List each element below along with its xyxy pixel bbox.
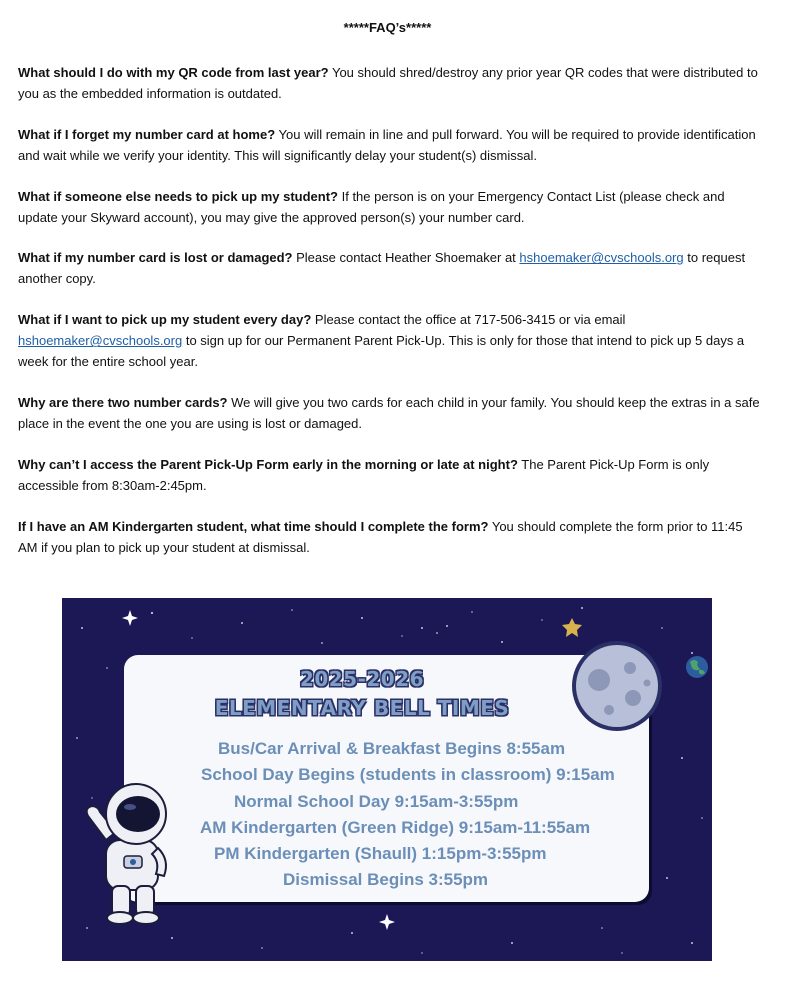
bell-time-line: PM Kindergarten (Shaull) 1:15pm-3:55pm [214, 844, 547, 863]
poster-year: 2025-2026 [299, 667, 425, 691]
faq-answer: We will give you two cards for each child in your family. You should keep the extras in a safe place in the event the one you are using is lost or damaged. [18, 394, 760, 431]
bell-time-line: Bus/Car Arrival & Breakfast Begins 8:55am [218, 739, 566, 758]
faq-question: What if I forget my number card at home? [18, 126, 276, 142]
faq-item [18, 309, 763, 372]
faq-answer: Please contact the office at 717-506-3415 or via email [311, 312, 626, 328]
faq-answer: Please contact Heather Shoemaker at [292, 250, 520, 266]
faq-question: What if I want to pick up my student every day? [18, 312, 312, 328]
bell-time-line: Dismissal Begins 3:55pm [283, 870, 489, 889]
faq-answer-tail: to request another copy. [18, 250, 746, 287]
faq-answer: The Parent Pick-Up Form is only accessible from 8:30am-2:45pm. [18, 456, 710, 493]
email-link[interactable]: hshoemaker@cvschools.org [519, 250, 684, 266]
faq-item [18, 62, 763, 104]
faq-question: What should I do with my QR code from last year? [18, 65, 329, 80]
page-title: *****FAQ’s***** [343, 20, 432, 35]
bell-times-poster [62, 598, 712, 961]
faq-item [18, 247, 763, 289]
faq-answer: You should complete the form prior to 11:45 AM if you plan to pick up your student at dismissal. [18, 518, 743, 555]
faq-question: What if my number card is lost or damaged? [18, 250, 293, 266]
faq-list [18, 62, 763, 577]
bell-time-line: AM Kindergarten (Green Ridge) 9:15am-11:55am [200, 818, 591, 837]
faq-question: Why can’t I access the Parent Pick-Up Form early in the morning or late at night? [18, 456, 518, 472]
email-link[interactable]: hshoemaker@cvschools.org [18, 333, 183, 349]
faq-answer: If the person is on your Emergency Contact List (please check and update your Skyward account), you may give the approved person(s) your number card. [18, 188, 725, 225]
bell-time-line: School Day Begins (students in classroom) 9:15am [201, 765, 615, 784]
faq-item [18, 516, 763, 558]
poster-heading: ELEMENTARY BELL TIMES [214, 696, 510, 720]
faq-question: Why are there two number cards? [18, 394, 228, 410]
faq-answer: You will remain in line and pull forward. You will be required to provide identification and wait while we verify your identity. This will significantly delay your student(s) dismissal. [18, 126, 756, 163]
planet-icon [686, 656, 708, 678]
faq-answer-tail: to sign up for our Permanent Parent Pick-Up. This is only for those that intend to pick up 5 days a week for the entire school year. [18, 333, 745, 370]
faq-question: If I have an AM Kindergarten student, what time should I complete the form? [18, 518, 489, 534]
faq-item [18, 186, 763, 228]
faq-item [18, 124, 763, 166]
astronaut-icon [76, 778, 186, 928]
faq-item [18, 454, 763, 496]
faq-answer: You should shred/destroy any prior year QR codes that were distributed to you as the embedded information is outdated. [18, 65, 758, 101]
faq-item [18, 392, 763, 434]
bell-time-line: Normal School Day 9:15am-3:55pm [234, 792, 519, 811]
faq-question: What if someone else needs to pick up my student? [18, 188, 338, 204]
